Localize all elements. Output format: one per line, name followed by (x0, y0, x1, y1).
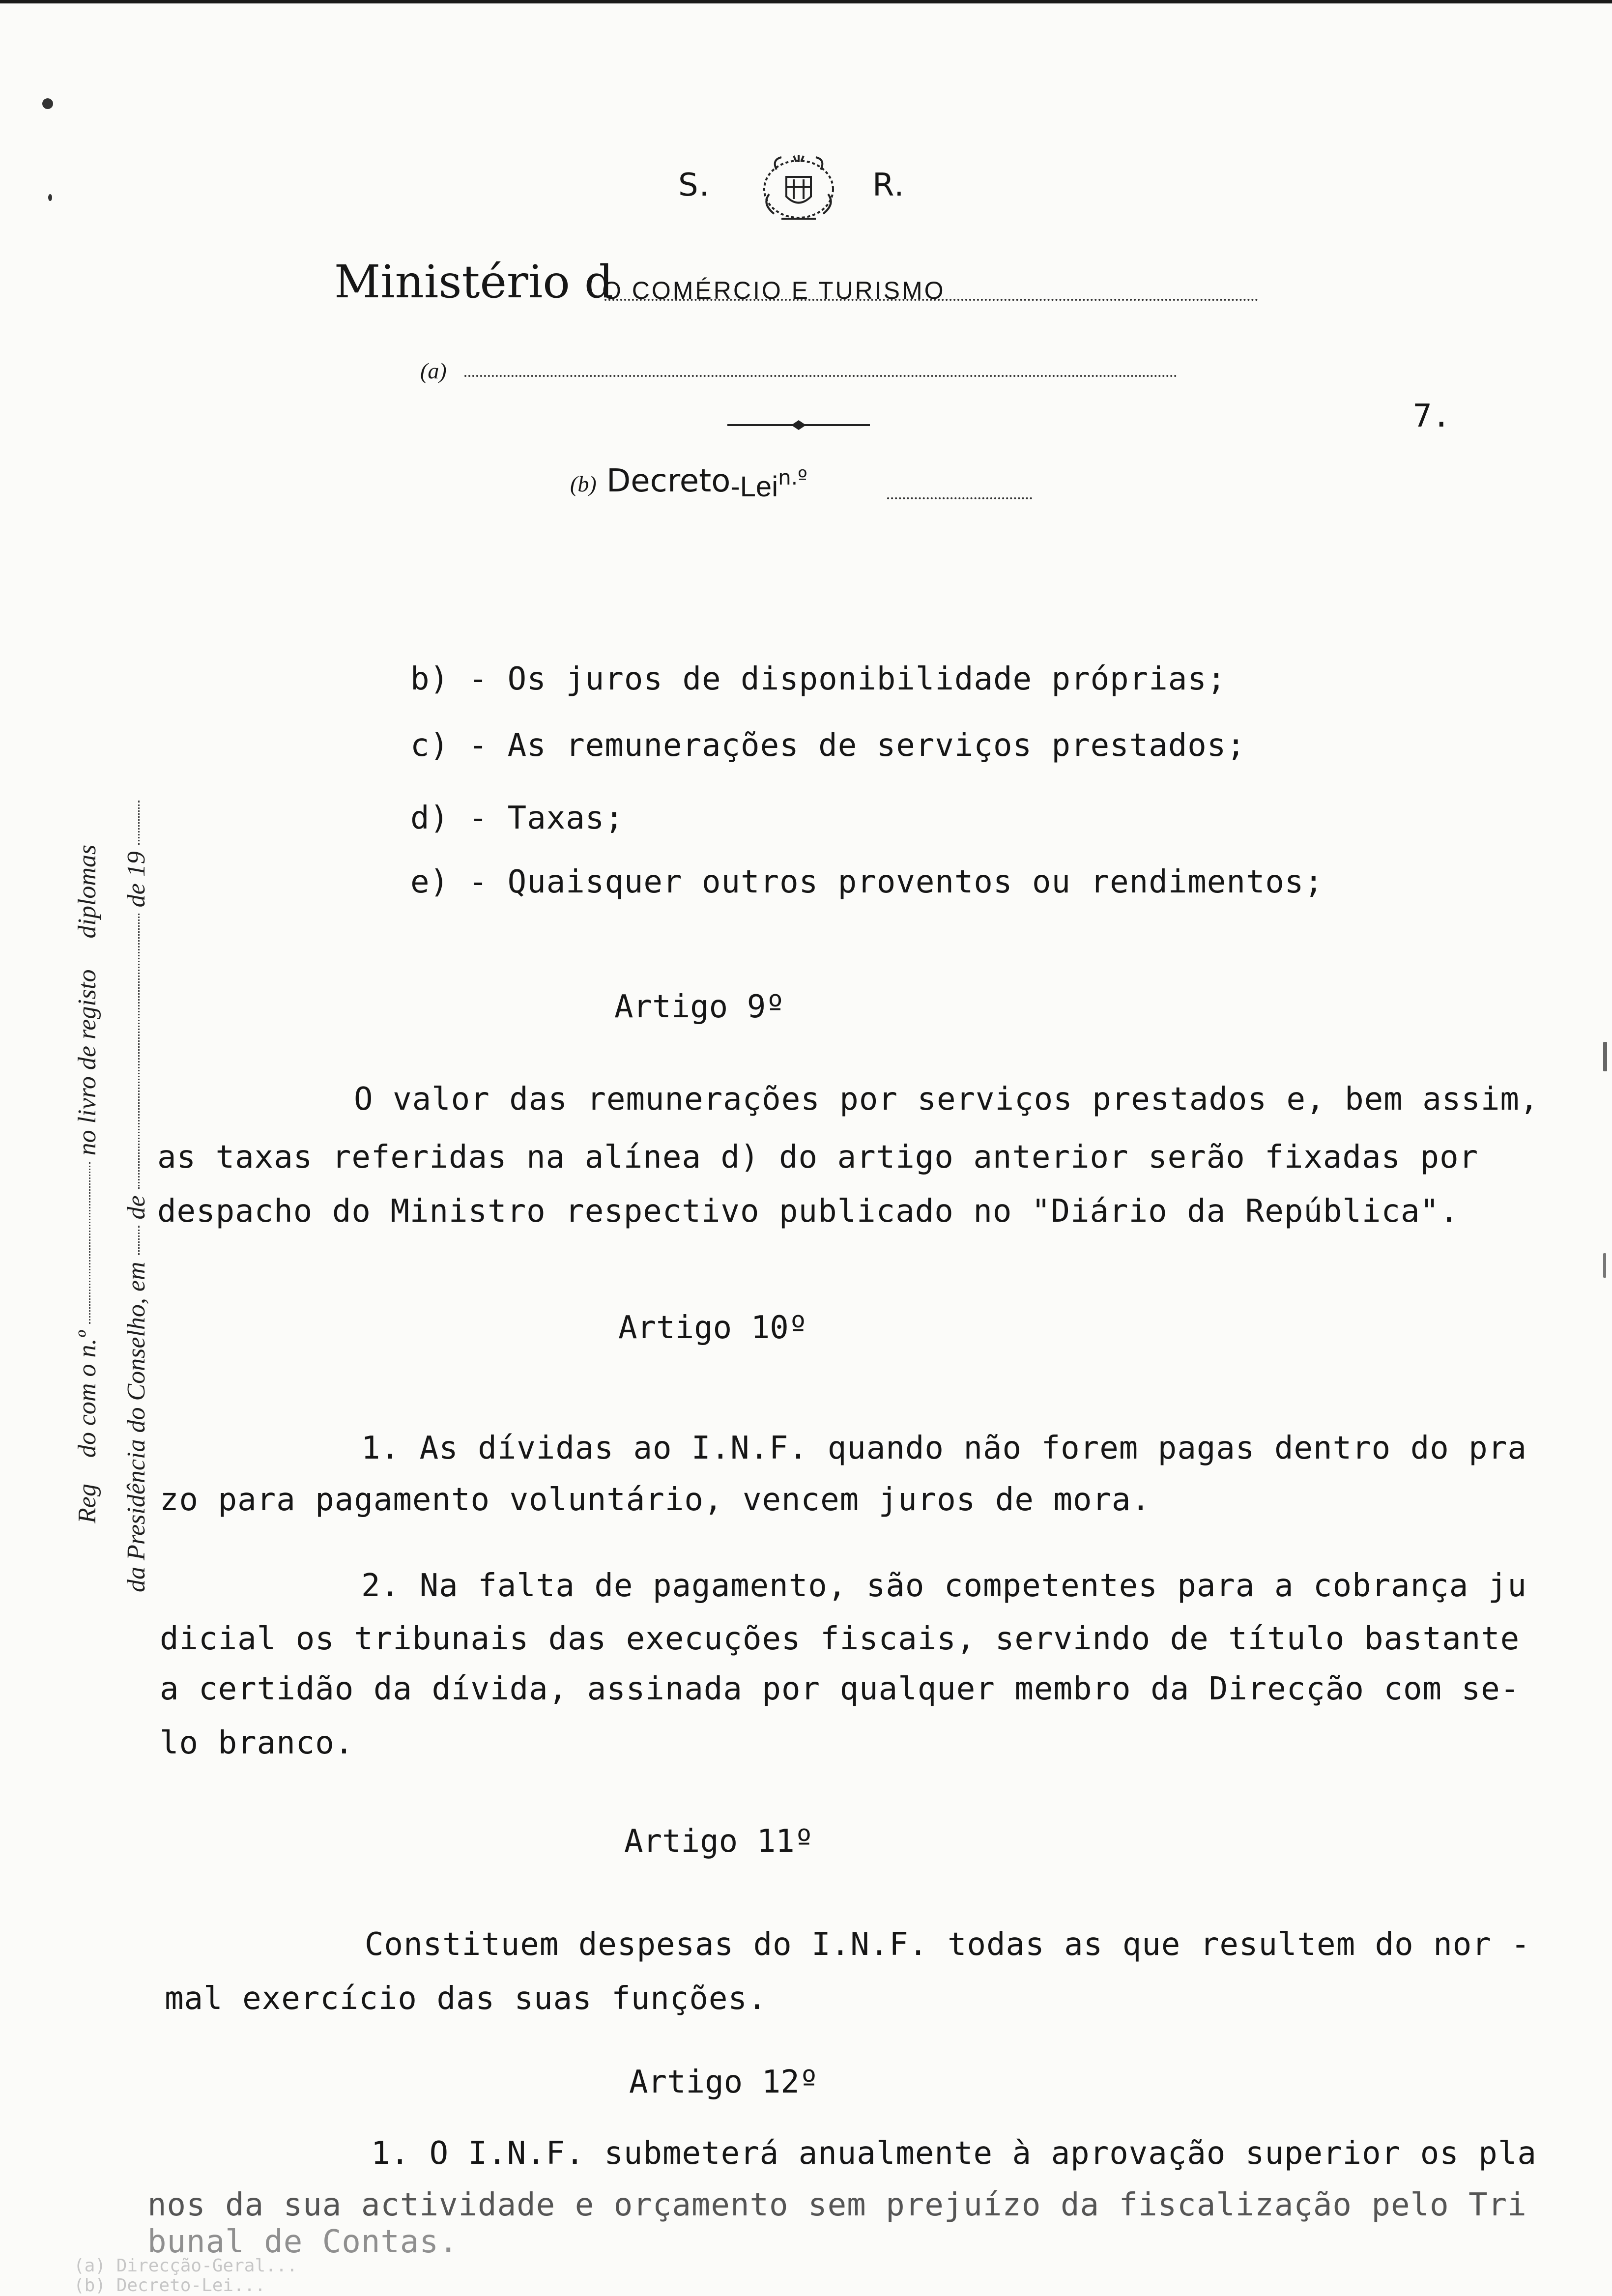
decreto-label: Decreto (606, 463, 731, 499)
artigo12-line1: 1. O I.N.F. submeterá anualmente à aprovação superior os pla (371, 2135, 1537, 2172)
scan-speck (1603, 1253, 1606, 1278)
artigo10-line6: lo branco. (160, 1725, 354, 1761)
r-label: R. (872, 167, 905, 203)
margin-note-line2 (122, 801, 151, 1592)
decreto-line (570, 463, 807, 503)
artigo11-heading: Artigo 11º (624, 1823, 814, 1860)
faint-footer-line2: (b) Decreto-Lei... (74, 2275, 266, 2296)
list-item-b: b) - Os juros de disponibilidade próprias; (410, 661, 1227, 697)
artigo10-line3: 2. Na falta de pagamento, são competentes para a cobrança ju (361, 1568, 1527, 1604)
decreto-dotted-line (887, 497, 1032, 499)
s-label: S. (678, 167, 710, 203)
artigo10-line4: dicial os tribunais das execuções fiscais, servindo de título bastante (160, 1621, 1520, 1657)
artigo11-line2: mal exercício das suas funções. (165, 1980, 767, 2017)
margin-reg: Reg (73, 1484, 101, 1523)
numero-label: n.º (778, 465, 807, 489)
top-edge-line (0, 0, 1612, 3)
artigo9-line2: as taxas referidas na alínea d) do artigo anterior serão fixadas por (157, 1139, 1479, 1176)
artigo9-line1: O valor das remunerações por serviços prestados e, bem assim, (354, 1081, 1539, 1118)
field-a-label: (a) (420, 358, 447, 383)
list-item-d: d) - Taxas; (410, 800, 624, 836)
margin-day-field (138, 1226, 140, 1255)
margin-do-com-o-n: do com o n.º (73, 1330, 101, 1458)
margin-year-field (138, 801, 140, 845)
page-number: 7. (1413, 398, 1451, 434)
margin-diplomas: diplomas (73, 844, 101, 939)
scan-speck (1603, 1042, 1607, 1071)
artigo10-heading: Artigo 10º (618, 1310, 808, 1346)
ministry-dotted-line (604, 299, 1258, 301)
artigo10-line1: 1. As dívidas ao I.N.F. quando não forem pagas dentro do pra (361, 1430, 1527, 1466)
ornament-divider (725, 415, 872, 435)
list-item-e: e) - Quaisquer outros proventos ou rendimentos; (410, 864, 1324, 900)
margin-number-field (89, 1162, 90, 1324)
margin-note-line1 (73, 845, 102, 1523)
decreto-prefix: (b) (570, 471, 597, 496)
field-a-dotted-line (464, 375, 1177, 377)
ministerio-label: Ministério d (334, 256, 613, 308)
artigo12-line3: bunal de Contas. (147, 2224, 459, 2260)
artigo12-line2: nos da sua actividade e orçamento sem prejuízo da fiscalização pelo Tri (147, 2187, 1527, 2223)
lei-label: -Lei (730, 471, 778, 503)
margin-livro-registo: no livro de registo (73, 969, 101, 1156)
margin-presidencia: da Presidência do Conselho, em (122, 1262, 150, 1592)
artigo12-heading: Artigo 12º (629, 2064, 819, 2100)
margin-de-19: de 19 (122, 851, 150, 908)
faint-footer-line1: (a) Direcção-Geral... (74, 2256, 298, 2276)
artigo9-heading: Artigo 9º (614, 989, 785, 1025)
artigo10-line5: a certidão da dívida, assinada por qualquer membro da Direcção com se- (160, 1671, 1520, 1707)
artigo9-line3: despacho do Ministro respectivo publicado no "Diário da República". (157, 1193, 1459, 1230)
ministry-name: O COMÉRCIO E TURISMO (602, 277, 946, 304)
artigo11-line1: Constituem despesas do I.N.F. todas as que resultem do nor - (365, 1926, 1530, 1963)
scan-speck (42, 98, 53, 109)
margin-month-field (138, 914, 140, 1189)
artigo10-line2: zo para pagamento voluntário, vencem juros de mora. (160, 1482, 1151, 1518)
margin-de: de (122, 1195, 150, 1220)
list-item-c: c) - As remunerações de serviços prestados; (410, 727, 1246, 764)
coat-of-arms-emblem (747, 150, 850, 229)
scan-speck (48, 194, 52, 201)
